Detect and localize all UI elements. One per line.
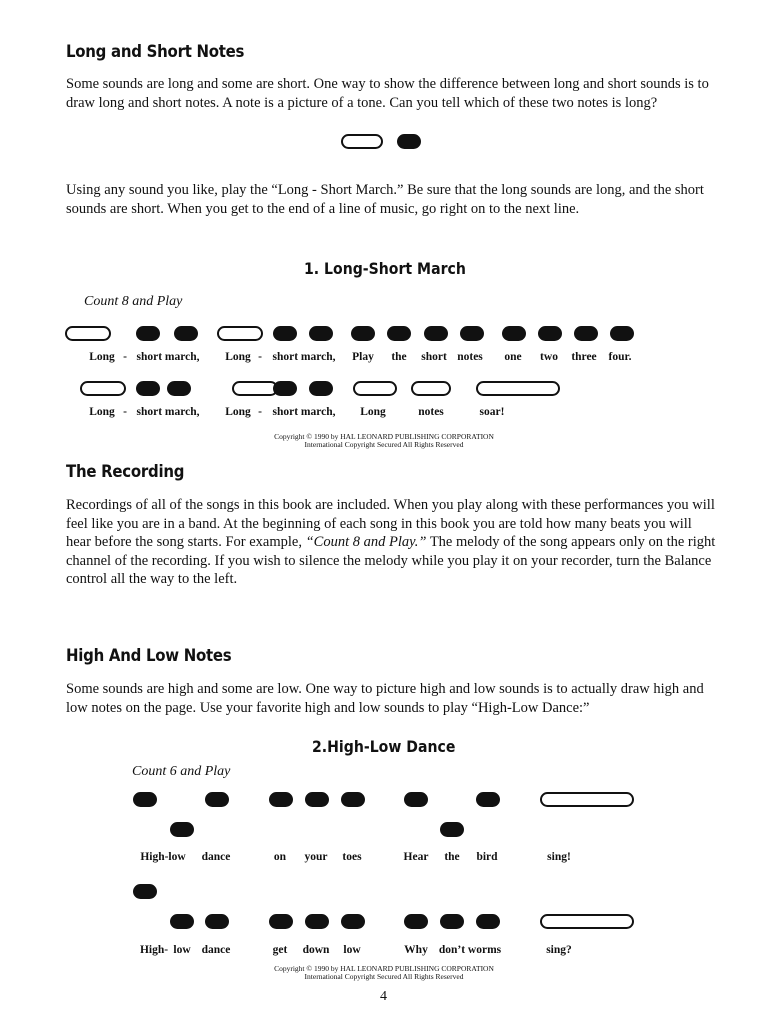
note-long [65,326,111,341]
song-title-high-low-dance: 2.High-Low Dance [312,737,456,756]
paragraph-march-instructions [66,181,716,218]
note-short [610,326,634,341]
note-low [170,914,194,929]
note-high [269,792,293,807]
lyric-word: notes [418,406,444,418]
note-short [167,381,191,396]
lyric-word: one [504,351,522,363]
note-short [424,326,448,341]
note-low [305,914,329,929]
lyric-word: Long [89,406,115,418]
heading-high-low-notes: High And Low Notes [66,646,232,666]
copyright-line: Copyright © 1990 by HAL LEONARD PUBLISHING CORPORATION [274,964,494,973]
note-long [353,381,397,396]
note-low [341,914,365,929]
lyric-word: dance [201,944,231,956]
recording-text: Recordings of all of the songs in this book are included. When you play along with these performances you will feel like you are in a band. At the beginning of each song in this book you are told how many beats you will hear before the song starts. For example, [66,497,715,550]
note-low [269,914,293,929]
note-short [574,326,598,341]
lyric-word: short march, [272,406,336,418]
lyric-word: on [273,851,287,863]
lyric-word: - [258,351,262,363]
lyric-word: short march, [136,351,200,363]
lyric-word: toes [342,851,362,863]
lyric-word: sing! [547,851,571,863]
lyric-word: Hear [403,851,429,863]
note-high [404,792,428,807]
lyric-word: - [258,406,262,418]
lyric-word: your [304,851,328,863]
note-short [309,326,333,341]
lyric-word: short [421,351,447,363]
note-short [136,326,160,341]
note-high [476,792,500,807]
lyric-word: down [302,944,330,956]
note-longer [476,381,560,396]
lyric-word: short march, [272,351,336,363]
lyric-word: four. [608,351,632,363]
note-short [136,381,160,396]
note-short [460,326,484,341]
lyric-word: Why [404,944,428,956]
note-low [205,914,229,929]
lyric-word: get [272,944,288,956]
lyric-word: Play [352,351,374,363]
paragraph-recording [66,496,716,589]
intro-text: Some sounds are long and some are short. One way to show the difference between long and short sounds is to draw long and short notes. A note is a picture of a tone. Can you tell which of these two notes is long? [66,76,709,111]
lyric-word: sing? [546,944,572,956]
copyright-song2 [234,965,534,981]
lyric-word: short march, [136,406,200,418]
lyric-word: Long [89,351,115,363]
lyric-word: three [571,351,597,363]
lyric-word: notes [457,351,483,363]
instructions-text: Using any sound you like, play the “Long - Short March.” Be sure that the long sounds are long, and the short sounds are short. When you get to the end of a line of music, go right on to the next line. [66,182,704,217]
note-long [80,381,126,396]
note-high [341,792,365,807]
copyright-line: Copyright © 1990 by HAL LEONARD PUBLISHING CORPORATION [274,432,494,441]
note-long [232,381,278,396]
heading-long-short-notes: Long and Short Notes [66,42,245,62]
note-low [476,914,500,929]
count-instruction-song2: Count 6 and Play [132,764,231,779]
lyric-word: Long [225,406,251,418]
note-high [205,792,229,807]
recording-example: “Count 8 and Play.” [305,534,427,550]
note-low [440,914,464,929]
note-short [538,326,562,341]
lyric-word: bird [476,851,498,863]
note-short [273,326,297,341]
lyric-word: dance [201,851,231,863]
lyric-word: the [444,851,460,863]
lyric-word: low [343,944,361,956]
page-number: 4 [380,989,387,1004]
note-high [133,792,157,807]
paragraph-long-short-intro [66,75,716,112]
note-short [502,326,526,341]
lyric-word: Long [360,406,386,418]
note-long-low [540,914,634,929]
note-short [273,381,297,396]
high-low-text: Some sounds are high and some are low. One way to picture high and low sounds is to actually draw high and low notes on the page. Use your favorite high and low sounds to play “High-Low Dance:” [66,681,704,716]
count-instruction-song1: Count 8 and Play [84,294,183,309]
lyric-word: High-low [140,851,186,863]
note-high [305,792,329,807]
note-short [309,381,333,396]
note-low [440,822,464,837]
lyric-word: don’t worms [438,944,502,956]
note-long [411,381,451,396]
lyric-word: the [391,351,407,363]
lyric-word: Long [225,351,251,363]
copyright-line: International Copyright Secured All Rights Reserved [304,440,464,449]
heading-the-recording: The Recording [66,462,185,482]
note-short [387,326,411,341]
note-long [217,326,263,341]
lyric-word: High- [139,944,169,956]
copyright-song1 [234,433,534,449]
note-low [404,914,428,929]
example-short-note [397,134,421,149]
song-title-long-short-march: 1. Long-Short March [304,259,466,278]
lyric-word: - [123,351,127,363]
note-long-high [540,792,634,807]
lyric-word: soar! [479,406,505,418]
lyric-word: two [540,351,558,363]
copyright-line: International Copyright Secured All Rights Reserved [304,972,464,981]
note-low [170,822,194,837]
paragraph-high-low [66,680,716,717]
note-high [133,884,157,899]
recording-text-cont: The melody of the song appears only on the right channel of the recording. If you wish to silence the melody while you play it on your recorder, turn the Balance control all the way to the left. [66,534,716,587]
note-short [351,326,375,341]
lyric-word: - [123,406,127,418]
note-short [174,326,198,341]
lyric-word: low [173,944,191,956]
example-long-note [341,134,383,149]
